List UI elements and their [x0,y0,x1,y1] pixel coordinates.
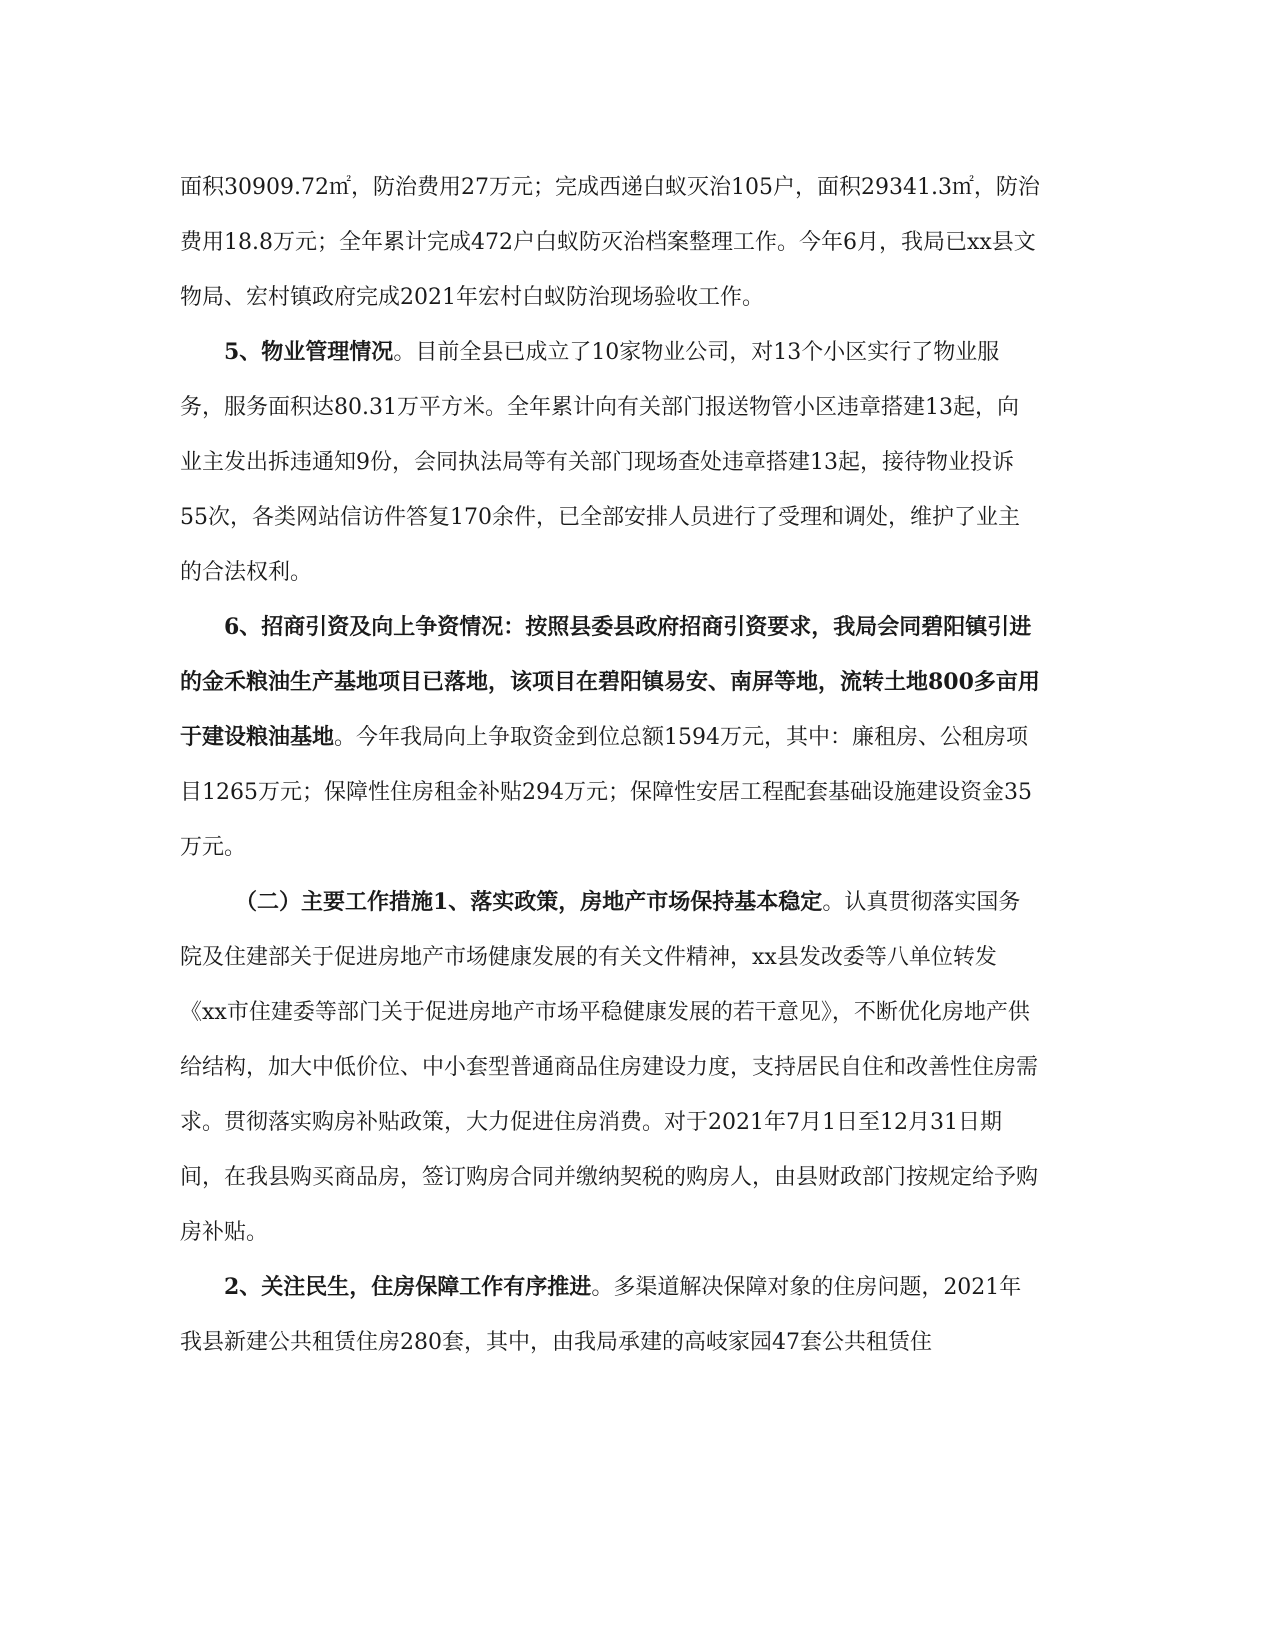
paragraph-text: 面积30909.72㎡，防治费用27万元；完成西递白蚁灭治105户，面积29341.3㎡，防治费用18.8万元；全年累计完成472户白蚁防灭治档案整理工作。今年6月，我局已xx县文物局、宏村镇政府完成2021年宏村白蚁防治现场验收工作。 [180,175,1040,310]
paragraph-main-measures [180,875,1040,1260]
paragraph-text: 。多渠道解决保障对象的住房问题，2021年我县新建公共租赁住房280套，其中，由我局承建的高岐家园47套公共租赁住 [180,1275,1022,1355]
section-heading: 5、物业管理情况 [224,339,394,365]
paragraph-text: 。今年我局向上争取资金到位总额1594万元，其中：廉租房、公租房项目1265万元；保障性住房租金补贴294万元；保障性安居工程配套基础设施建设资金35万元。 [180,725,1032,860]
paragraph-text: 。认真贯彻落实国务院及住建部关于促进房地产市场健康发展的有关文件精神，xx县发改委等八单位转发《xx市住建委等部门关于促进房地产市场平稳健康发展的若干意见》，不断优化房地产供给结构，加大中低价位、中小套型普通商品住房建设力度，支持居民自住和改善性住房需求。贯彻落实购房补贴政策，大力促进住房消费。对于2021年7月1日至12月31日期间，在我县购买商品房，签订购房合同并缴纳契税的购房人，由县财政部门按规定给予购房补贴。 [180,890,1039,1245]
section-heading: 6、招商引资及向上争资情况：按照县委县政府招商引资要求，我局会同碧阳镇引进的金禾粮油生产基地项目已落地，该项目在碧阳镇易安、南屏等地，流转土地800多亩用于建设粮油基地 [180,614,1040,750]
paragraph-housing-security [180,1260,1040,1370]
document-body [180,160,1040,1370]
section-heading: （二）主要工作措施1、落实政策，房地产市场保持基本稳定 [235,889,823,915]
paragraph-property-management [180,325,1040,600]
paragraph-text: 。目前全县已成立了10家物业公司，对13个小区实行了物业服务，服务面积达80.31万平方米。全年累计向有关部门报送物管小区违章搭建13起，向业主发出拆违通知9份，会同执法局等有关部门现场查处违章搭建13起，接待物业投诉55次，各类网站信访件答复170余件，已全部安排人员进行了受理和调处，维护了业主的合法权利。 [180,340,1020,585]
paragraph-termite-control [180,160,1040,325]
section-heading: 2、关注民生，住房保障工作有序推进 [224,1274,592,1300]
paragraph-investment [180,600,1040,875]
